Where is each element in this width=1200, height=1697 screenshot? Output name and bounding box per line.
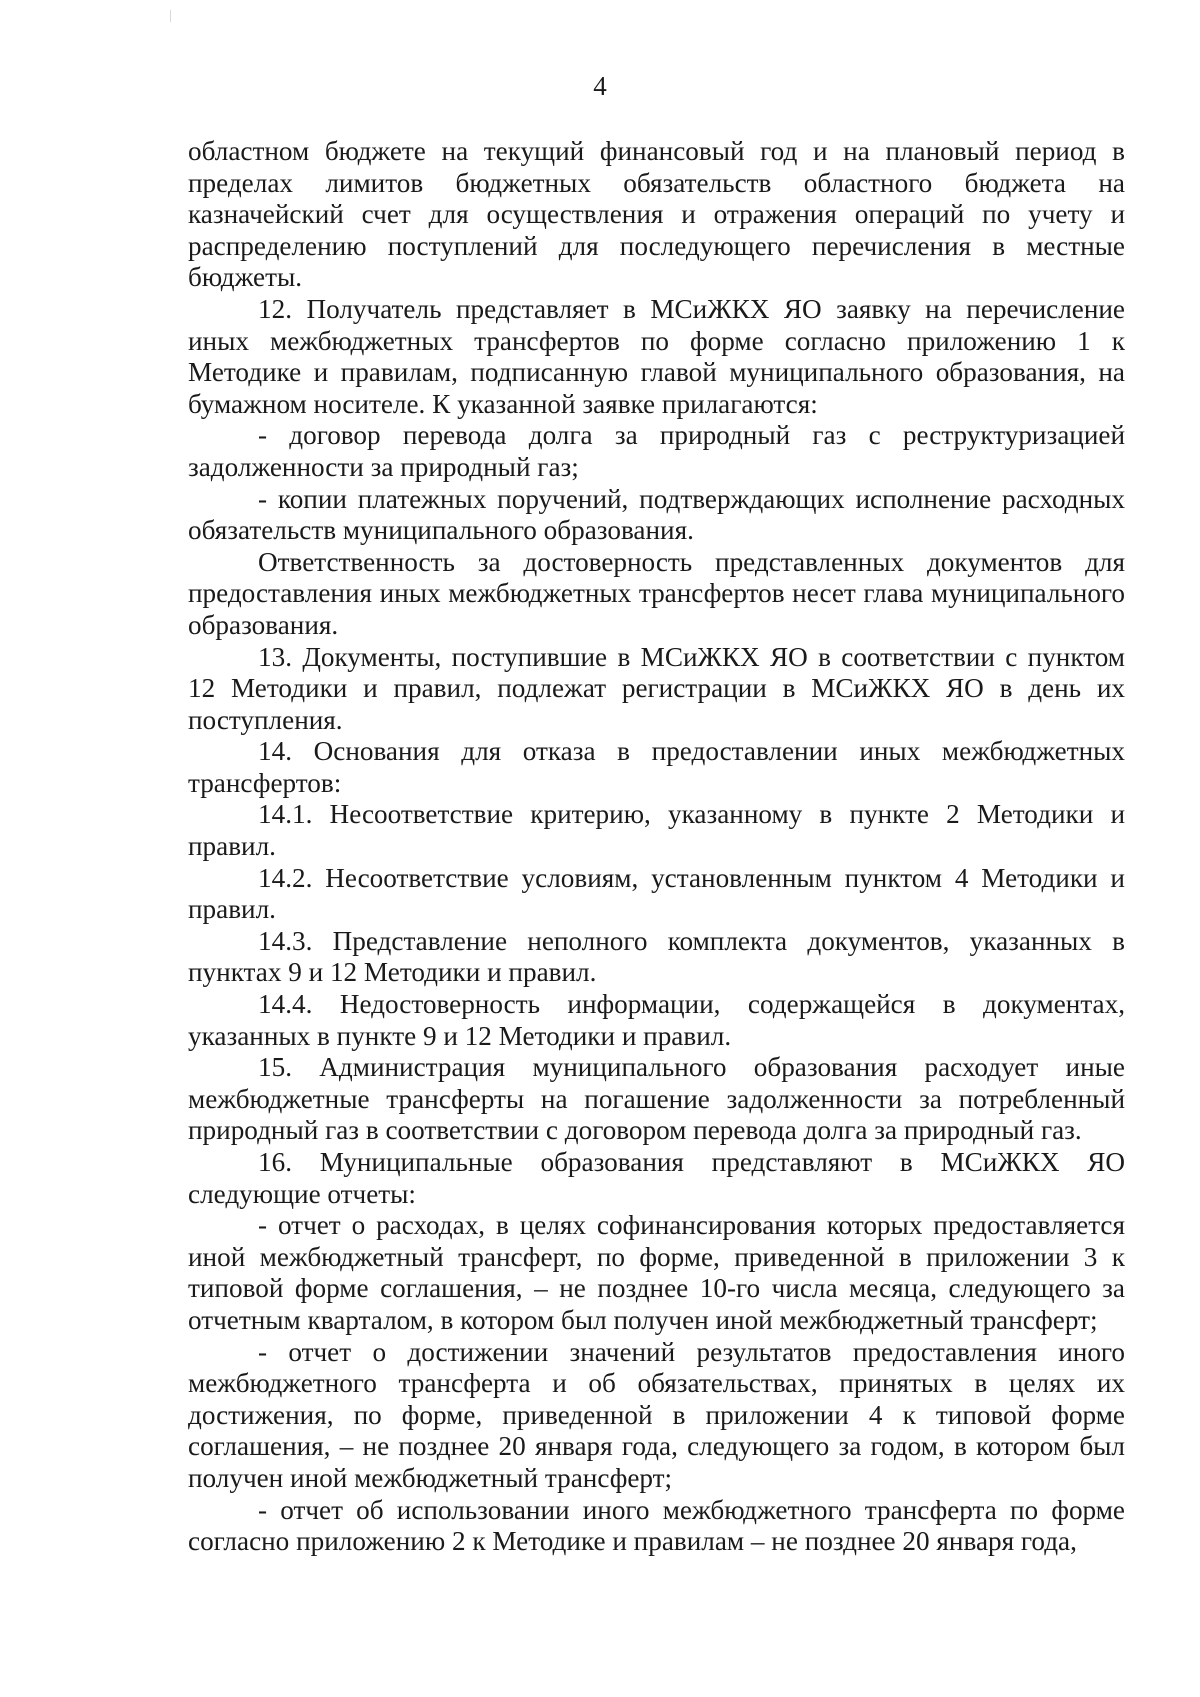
paragraph-14: 14. Основания для отказа в предоставлении иных межбюджетных трансфертов: bbox=[188, 736, 1125, 798]
paragraph-14-2: 14.2. Несоответствие условиям, установленным пунктом 4 Методики и правил. bbox=[188, 862, 1125, 925]
paragraph-16: 16. Муниципальные образования представляют в МСиЖКХ ЯО следующие отчеты: bbox=[188, 1147, 1125, 1209]
paragraph-15: 15. Администрация муниципального образования расходует иные межбюджетные трансферты на погашение задолженности за потребленный природный газ в соответствии с договором перевода долга за природный газ. bbox=[188, 1052, 1125, 1146]
list-item-expense-report: - отчет о расходах, в целях софинансирования которых предоставляется иной межбюджетный трансферт, по форме, приведенной в приложении 3 к типовой форме соглашения, – не позднее 10-го числа месяца, следующего за отчетным кварталом, в котором был получен иной межбюджетный трансферт; bbox=[188, 1210, 1125, 1335]
document-body bbox=[188, 136, 1125, 1558]
list-item-results-report: - отчет о достижении значений результатов предоставления иного межбюджетного трансферта и об обязательствах, принятых в целях их достижения, по форме, приведенной в приложении 4 к типовой форме соглашения, – не позднее 20 января года, следующего за годом, в котором был получен иной межбюджетный трансферт; bbox=[188, 1336, 1125, 1493]
paragraph-14-1: 14.1. Несоответствие критерию, указанному в пункте 2 Методики и правил. bbox=[188, 799, 1125, 862]
list-item-payment-orders: - копии платежных поручений, подтверждающих исполнение расходных обязательств муниципального образования. bbox=[188, 483, 1125, 546]
paragraph-14-4: 14.4. Недостоверность информации, содержащейся в документах, указанных в пункте 9 и 12 Методики и правил. bbox=[188, 989, 1125, 1051]
paragraph-continuation: областном бюджете на текущий финансовый год и на плановый период в пределах лимитов бюджетных обязательств областного бюджета на казначейский счет для осуществления и отражения операций по учету и распределению поступлений для последующего перечисления в местные бюджеты. bbox=[188, 136, 1125, 293]
scan-edge-mark bbox=[170, 10, 171, 22]
list-item-usage-report: - отчет об использовании иного межбюджетного трансферта по форме согласно приложению 2 к Методике и правилам – не позднее 20 января года, bbox=[188, 1494, 1125, 1557]
paragraph-responsibility: Ответственность за достоверность представленных документов для предоставления иных межбюджетных трансфертов несет глава муниципального образования. bbox=[188, 546, 1125, 640]
list-item-debt-transfer-agreement: - договор перевода долга за природный газ с реструктуризацией задолженности за природный газ; bbox=[188, 420, 1125, 482]
paragraph-13: 13. Документы, поступившие в МСиЖКХ ЯО в соответствии с пунктом 12 Методики и правил, подлежат регистрации в МСиЖКХ ЯО в день их поступления. bbox=[188, 641, 1125, 735]
paragraph-14-3: 14.3. Представление неполного комплекта документов, указанных в пунктах 9 и 12 Методики и правил. bbox=[188, 925, 1125, 988]
paragraph-12: 12. Получатель представляет в МСиЖКХ ЯО заявку на перечисление иных межбюджетных трансфертов по форме согласно приложению 1 к Методике и правилам, подписанную главой муниципального образования, на бумажном носителе. К указанной заявке прилагаются: bbox=[188, 293, 1125, 419]
page-number: 4 bbox=[593, 71, 607, 101]
